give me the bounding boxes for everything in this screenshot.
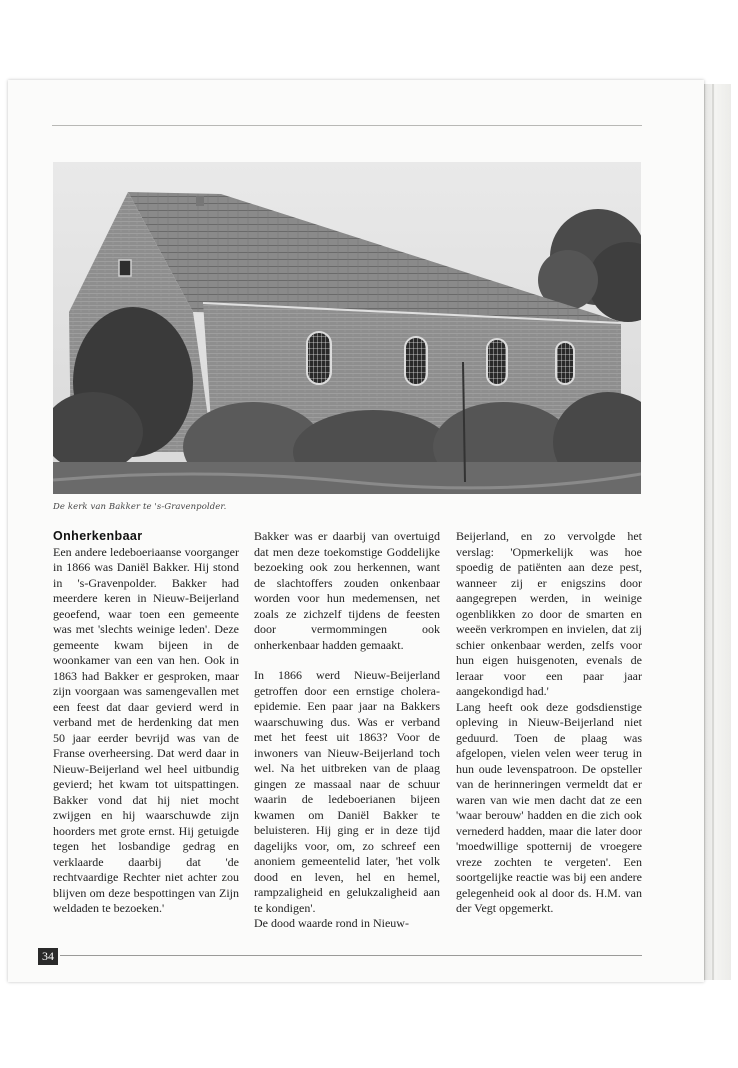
page-number: 34 (38, 948, 58, 965)
text-column-1 (53, 529, 239, 917)
top-rule (52, 125, 642, 126)
section-heading: Onherkenbaar (53, 529, 143, 543)
paragraph: Bakker was er daarbij van overtuigd dat men deze toekomstige Goddelijke bezoeking ook zou herkennen, want de slachtoffers zouden onkenbaar worden voor hun medemensen, net zoals ze zichzelf tijdens de feesten door vermommingen ook onherkenbaar hadden gemaakt. (254, 529, 440, 652)
photo-caption: De kerk van Bakker te 's-Gravenpolder. (53, 502, 227, 512)
paragraph: Een andere ledeboeriaanse voorganger in 1866 was Daniël Bakker. Hij stond in 's-Gravenpolder. Bakker had meerdere keren in Nieuw-Beijerland geoefend, waar toen een gemeente was met 'slechts weinige leden'. Deze gemeente kwam bijeen in de woonkamer van een van hen. Ook in 1863 had Bakker er gesproken, maar zijn voorgaan was samengevallen met een feest dat daar gevierd werd in verband met de herdenking dat men 50 jaar eerder bevrijd was van de Franse overheersing. Dat werd daar in Nieuw-Beijerland wel heel uitbundig gevierd; het kwam tot uitspattingen. Bakker vond dat hij niet mocht zwijgen en hij waarschuwde zijn hoorders met grote ernst. Hij getuigde tegen het losbandige gedrag en verklaarde daarbij dat 'de rechtvaardige Rechter niet achter zou blijven om deze bespottingen van Zijn weldaden te bezoeken.' (53, 544, 239, 915)
text-column-2 (254, 529, 440, 932)
paragraph: Lang heeft ook deze godsdienstige opleving in Nieuw-Beijerland niet geduurd. Toen de plaag was afgelopen, vielen velen weer terug in hun oude levenspatroon. De opsteller van de herinneringen vermeldt dat er waren van wie men dacht dat ze een 'waar berouw' hadden en die zich ook vernederd hadden, maar die later door 'moedwillige spotternij de vroegere vreze zochten te vergeten'. Een soortgelijke reactie was bij een andere gelegenheid ook al door ds. H.M. van der Vegt opgemerkt. (456, 699, 642, 915)
paragraph: De dood waarde rond in Nieuw- (254, 916, 409, 930)
church-photo (53, 162, 641, 494)
paragraph: Beijerland, en zo vervolgde het verslag: 'Opmerkelijk was hoe spoedig de patiënten aan deze pest, wanneer zij er enigszins door aangegrepen werden, in weinige ogenblikken zo door de smarten en weeën verkrompen en invielen, dat zij schier onkenbaar werden, zelfs voor hun eigen huisgenoten, evenals de leraar voor een paar jaar aangekondigd had.' (456, 529, 642, 698)
page-edge-line (712, 84, 714, 980)
bottom-rule (60, 955, 642, 956)
page-edge (704, 84, 731, 980)
church-photo-image (53, 162, 641, 494)
text-column-3 (456, 529, 642, 917)
paragraph: In 1866 werd Nieuw-Beijerland getroffen door een ernstige cholera-epidemie. Een paar jaar na Bakkers waarschuwing dus. Was er verband met het feest uit 1863? Voor de inwoners van Nieuw-Beijerland toch wel. Na het uitbreken van de plaag gingen ze massaal naar de schuur waarin de ledeboerianen bijeen kwamen om Daniël Bakker te beluisteren. Hij ging er in deze tijd dagelijks voor, om, zo schreef een anoniem gemeentelid later, 'het volk dood en leven, hel en hemel, rampzaligheid en gelukzaligheid aan te kondigen'. (254, 668, 440, 915)
